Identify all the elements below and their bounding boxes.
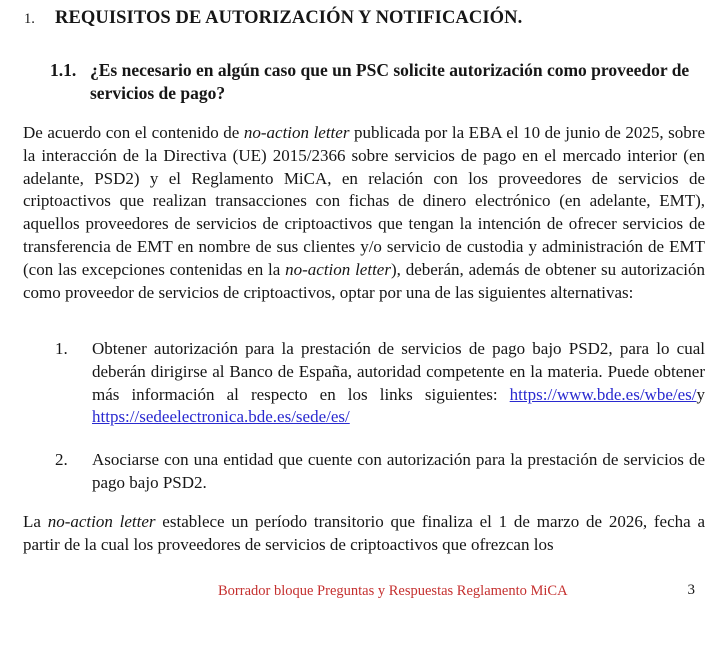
section-title: REQUISITOS DE AUTORIZACIÓN Y NOTIFICACIÓN. — [55, 8, 523, 28]
page-number: 3 — [687, 582, 695, 598]
footer-draft-label: Borrador bloque Preguntas y Respuestas Reglamento MiCA — [218, 583, 568, 599]
question-title: ¿Es necesario en algún caso que un PSC solicite autorización como proveedor de servicios de pago? — [90, 60, 690, 103]
no-action-letter-italic: no-action letter — [243, 123, 350, 142]
intro-paragraph — [23, 122, 705, 304]
list-item-text — [92, 338, 705, 429]
paragraph-text: ), deberán, además de obtener su autorización como proveedor de servicios de criptoactivos, optar por una de las siguientes alternativas: — [23, 259, 705, 302]
list-item-number: 2. — [55, 450, 68, 469]
section-heading — [24, 8, 705, 29]
bde-sede-electronica-link[interactable]: https://sedeelectronica.bde.es/sede/es/ — [92, 407, 350, 427]
paragraph-text: establece un período transitorio que finaliza el 1 de marzo de 2026, fecha a partir de la cual los proveedores de servicios de criptoactivos que ofrezcan los — [23, 512, 705, 554]
question-number: 1.1. — [50, 60, 77, 80]
no-action-letter-italic: no-action letter — [47, 512, 156, 531]
section-number: 1. — [24, 11, 35, 27]
link-connector-text: y — [696, 384, 705, 404]
closing-paragraph — [23, 511, 705, 557]
list-item-number: 1. — [55, 339, 68, 358]
list-item — [55, 338, 705, 429]
no-action-letter-italic: no-action letter — [285, 259, 391, 279]
paragraph-text: La — [23, 512, 48, 531]
bde-website-link[interactable]: https://www.bde.es/wbe/es/ — [509, 384, 697, 404]
list-item-body-text: Asociarse con una entidad que cuente con autorización para la prestación de servicios de pago bajo PSD2. — [92, 450, 705, 492]
list-item-body-text: Obtener autorización para la prestación de servicios de pago bajo PSD2, para lo cual deberán dirigirse al Banco de España, autoridad competente en la materia. Puede obtener más información al respecto en los links siguientes: — [92, 339, 705, 404]
paragraph-text: publicada por la EBA el 10 de junio de 2025, sobre la interacción de la Directiva (UE) 2015/2366 sobre servicios de pago en el mercado interior (en adelante, PSD2) y el Reglamento MiCA, en relación con los proveedores de servicios de criptoactivos que realizan transacciones con fichas de dinero electrónico (en adelante, EMT), aquellos proveedores de servicios de criptoactivos que tengan la intención de ofrecer servicios de transferencia de EMT en nombre de sus clientes y/o servicio de custodia y administración de EMT (con las excepciones contenidas en la — [23, 123, 706, 279]
paragraph-text: De acuerdo con el contenido de — [23, 123, 244, 142]
list-item-text — [92, 449, 705, 495]
question-heading — [50, 59, 703, 105]
page-footer — [0, 583, 727, 605]
list-item — [55, 449, 705, 495]
